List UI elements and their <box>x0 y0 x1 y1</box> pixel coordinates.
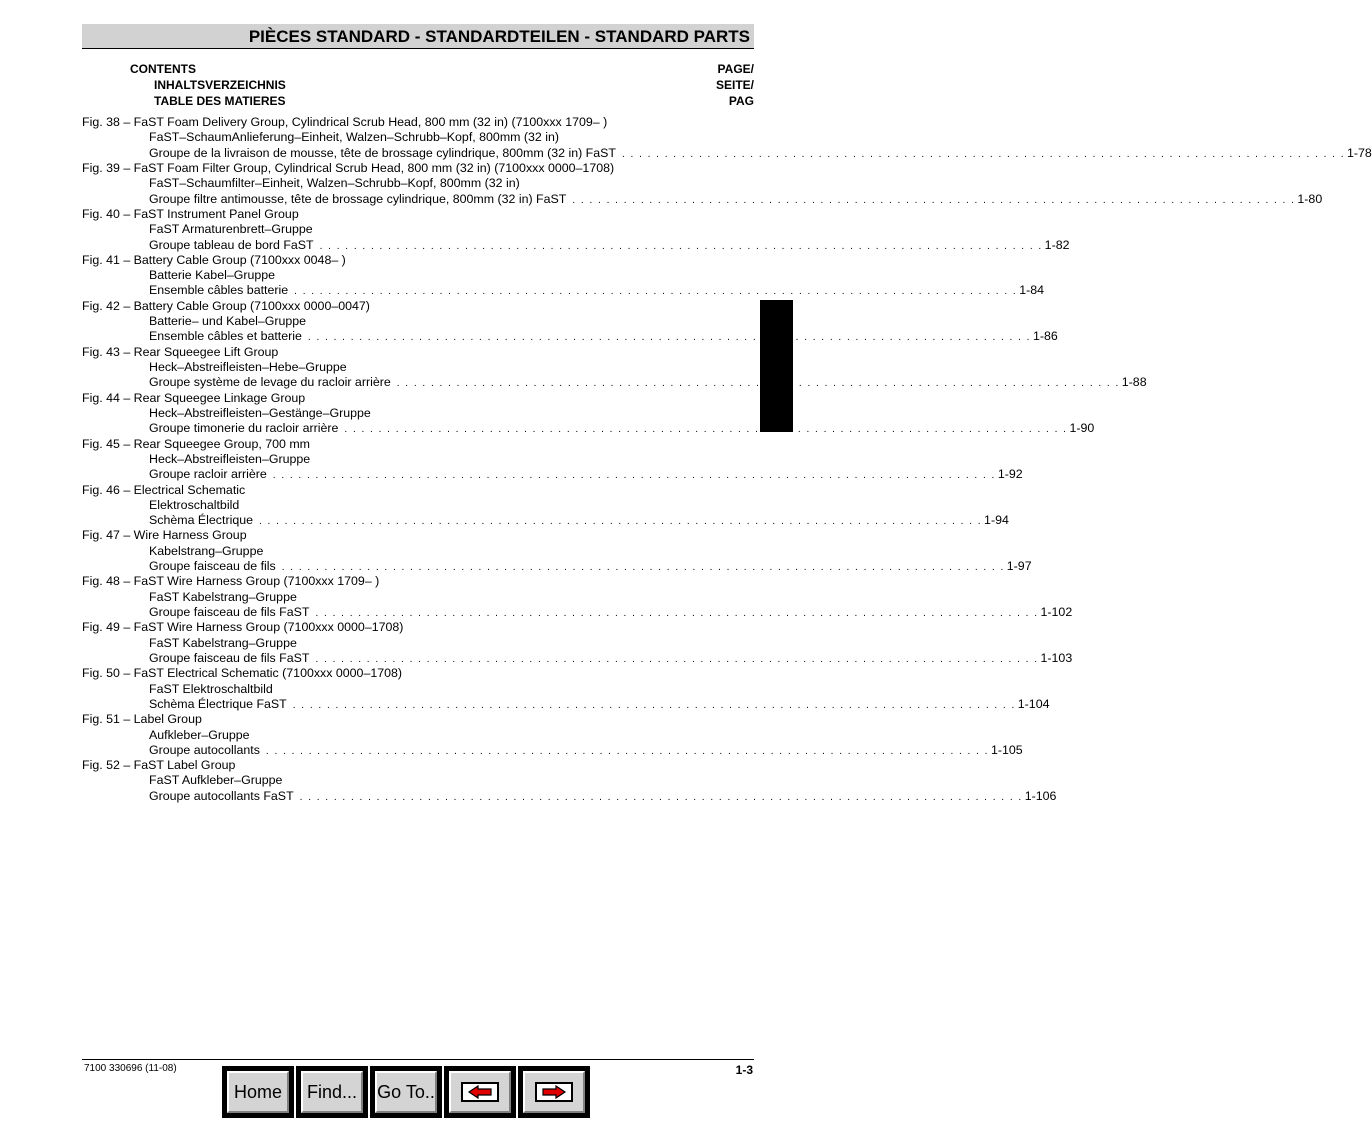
dot-leader: . . . . . . . . . . . . . . . . . . . . . . . . . . . . . . . . . . . . . . . . . . . . . . . . . . . . . . . . . . . . . . . . . . . . . . . . . . . . . . . . . . . . . <box>315 608 1039 619</box>
toc-entry-text: Groupe timonerie du racloir arrière <box>149 421 339 436</box>
toc-entry-figure[interactable]: Fig. 49 – FaST Wire Harness Group (7100xxx 0000–1708) <box>82 620 404 635</box>
toc-entry-translation[interactable]: Kabelstrang–Gruppe <box>149 543 264 558</box>
toc-entry-page-line[interactable] <box>82 696 1050 712</box>
toc-entry-page: 1-88 <box>1121 375 1147 390</box>
dot-leader: . . . . . . . . . . . . . . . . . . . . . . . . . . . . . . . . . . . . . . . . . . . . . . . . . . . . . . . . . . . . . . . . . . . . . . . . . . . . . . . . . . . . . <box>315 653 1039 665</box>
contents-heading-de: INHALTSVERZEICHNIS <box>154 78 286 92</box>
page-heading-fr: PAG <box>728 94 754 108</box>
table-of-contents <box>82 115 1372 804</box>
toc-entry-page: 1-80 <box>1297 191 1323 206</box>
home-button-label: Home <box>227 1071 289 1113</box>
toc-entry-page-line[interactable] <box>82 237 1070 253</box>
toc-entry-text: Ensemble câbles batterie <box>149 283 289 298</box>
toc-entry-page-line[interactable] <box>82 329 1058 344</box>
document-number: 7100 330696 (11-08) <box>84 1063 177 1074</box>
toc-entry-translation[interactable]: FaST Armaturenbrett–Gruppe <box>149 222 313 237</box>
toc-entry-page-line[interactable] <box>82 283 1044 298</box>
toc-entry-text: Groupe autocollants FaST <box>149 788 294 803</box>
toc-entry-figure[interactable]: Fig. 44 – Rear Squeegee Linkage Group <box>82 390 306 405</box>
toc-entry-translation[interactable]: Elektroschaltbild <box>149 497 240 512</box>
toc-entry-translation[interactable]: Heck–Abstreifleisten–Gruppe <box>149 451 311 466</box>
toc-entry-page-line[interactable] <box>82 421 1095 436</box>
toc-entry-text: Schèma Électrique <box>149 513 253 528</box>
toc-entry-text: Groupe tableau de bord FaST <box>149 237 314 252</box>
toc-entry-page-line[interactable] <box>82 559 1032 574</box>
toc-entry-text: Groupe de la livraison de mousse, tête de brossage cylindrique, 800mm (32 in) FaST <box>149 145 616 160</box>
toc-entry-page-line[interactable] <box>82 742 1023 758</box>
toc-entry-translation[interactable]: FaST–SchaumAnlieferung–Einheit, Walzen–Schrubb–Kopf, 800mm (32 in) <box>149 130 560 145</box>
toc-entry-page-line[interactable] <box>82 467 1023 482</box>
toc-entry-text: Schèma Électrique FaST <box>149 696 287 711</box>
toc-entry-translation[interactable]: FaST–Schaumfilter–Einheit, Walzen–Schrubb–Kopf, 800mm (32 in) <box>149 176 520 191</box>
contents-heading <box>130 61 286 109</box>
next-page-button[interactable] <box>518 1066 590 1118</box>
toc-entry-text: Groupe faisceau de fils FaST <box>149 605 310 619</box>
toc-entry-translation[interactable]: Batterie Kabel–Gruppe <box>149 268 276 283</box>
previous-page-button[interactable] <box>444 1066 516 1118</box>
toc-entry-page: 1-106 <box>1024 788 1057 803</box>
dot-leader: . . . . . . . . . . . . . . . . . . . . . . . . . . . . . . . . . . . . . . . . . . . . . . . . . . . . . . . . . . . . . . . . . . . . . . . . . . . . . . . . . . . . . <box>281 562 1005 574</box>
toc-entry-figure[interactable]: Fig. 43 – Rear Squeegee Lift Group <box>82 344 279 359</box>
toc-entry-translation[interactable]: Batterie– und Kabel–Gruppe <box>149 314 307 329</box>
home-button[interactable] <box>222 1066 294 1118</box>
page-number: 1-3 <box>735 1063 753 1077</box>
find-button[interactable] <box>296 1066 368 1118</box>
toc-entry-page-line[interactable] <box>82 145 1372 161</box>
toc-entry-translation[interactable]: FaST Kabelstrang–Gruppe <box>149 589 297 604</box>
toc-entry-figure[interactable]: Fig. 42 – Battery Cable Group (7100xxx 0000–0047) <box>82 298 370 313</box>
toc-entry-page: 1-84 <box>1019 283 1044 298</box>
dot-leader: . . . . . . . . . . . . . . . . . . . . . . . . . . . . . . . . . . . . . . . . . . . . . . . . . . . . . . . . . . . . . . . . . . . . . . . . . . . . . . . . . . . . . <box>294 286 1018 298</box>
dot-leader: . . . . . . . . . . . . . . . . . . . . . . . . . . . . . . . . . . . . . . . . . . . . . . . . . . . . . . . . . . . . . . . . . . . . . . . . . . . . . . . . . . . . . <box>572 194 1296 206</box>
toc-entry-page: 1-92 <box>997 467 1023 482</box>
toc-entry-text: Groupe faisceau de fils <box>149 559 276 574</box>
toc-entry-page: 1-94 <box>984 513 1009 528</box>
contents-heading-en: CONTENTS <box>130 62 196 76</box>
dot-leader: . . . . . . . . . . . . . . . . . . . . . . . . . . . . . . . . . . . . . . . . . . . . . . . . . . . . . . . . . . . . . . . . . . . . . . . . . . . . . . . . . . . . . <box>319 240 1043 252</box>
section-title: PIÈCES STANDARD - STANDARDTEILEN - STANDARD PARTS <box>248 27 750 46</box>
goto-button[interactable] <box>370 1066 442 1118</box>
toc-entry-page: 1-90 <box>1069 421 1095 436</box>
footer-divider <box>82 1059 754 1060</box>
dot-leader: . . . . . . . . . . . . . . . . . . . . . . . . . . . . . . . . . . . . . . . . . . . . . . . . . . . . . . . . . . . . . . . . . . . . . . . . . . . . . . . . . . . . . <box>307 332 1031 344</box>
left-arrow-icon <box>461 1082 499 1102</box>
toc-entry-text: Groupe système de levage du racloir arrière <box>149 375 391 390</box>
toc-entry-translation[interactable]: Aufkleber–Gruppe <box>149 727 250 742</box>
section-header-band <box>82 24 754 49</box>
toc-entry-page-line[interactable] <box>82 650 1073 666</box>
toc-entry-page: 1-102 <box>1040 605 1073 619</box>
toc-entry-text: Groupe autocollants <box>149 742 260 757</box>
dot-leader: . . . . . . . . . . . . . . . . . . . . . . . . . . . . . . . . . . . . . . . . . . . . . . . . . . . . . . . . . . . . . . . . . . . . . . . . . . . . . . . . . . . . . <box>259 516 983 528</box>
toc-entry-figure[interactable]: Fig. 51 – Label Group <box>82 712 202 727</box>
goto-button-label: Go To.. <box>375 1071 437 1113</box>
toc-entry-page-line[interactable] <box>82 375 1147 390</box>
toc-entry-text: Ensemble câbles et batterie <box>149 329 302 344</box>
toc-entry-page: 1-97 <box>1006 559 1032 574</box>
dot-leader: . . . . . . . . . . . . . . . . . . . . . . . . . . . . . . . . . . . . . . . . . . . . . . . . . . . . . . . . . . . . . . . . . . . . . . . . . . . . . . . . . . . . . <box>292 699 1016 711</box>
contents-heading-fr: TABLE DES MATIERES <box>154 94 286 108</box>
page-heading-de: SEITE/ <box>715 78 754 92</box>
toc-entry-figure[interactable]: Fig. 52 – FaST Label Group <box>82 758 236 773</box>
toc-entry-figure[interactable]: Fig. 50 – FaST Electrical Schematic (7100xxx 0000–1708) <box>82 666 403 681</box>
toc-entry-page: 1-103 <box>1040 650 1073 665</box>
navigation-bar <box>222 1066 592 1122</box>
page-heading-en: PAGE/ <box>717 62 754 76</box>
right-arrow-icon <box>535 1082 573 1102</box>
toc-entry-page-line[interactable] <box>82 605 1073 620</box>
toc-entry-page: 1-86 <box>1032 329 1058 344</box>
toc-entry-figure[interactable]: Fig. 38 – FaST Foam Delivery Group, Cylindrical Scrub Head, 800 mm (32 in) (7100xxx 1709– ) <box>82 115 608 129</box>
toc-entry-figure[interactable]: Fig. 46 – Electrical Schematic <box>82 482 246 497</box>
toc-entry-page-line[interactable] <box>82 513 1009 528</box>
dot-leader: . . . . . . . . . . . . . . . . . . . . . . . . . . . . . . . . . . . . . . . . . . . . . . . . . . . . . . . . . . . . . . . . . . . . . . . . . . . . . . . . . . . . . <box>344 424 1068 436</box>
dot-leader: . . . . . . . . . . . . . . . . . . . . . . . . . . . . . . . . . . . . . . . . . . . . . . . . . . . . . . . . . . . . . . . . . . . . . . . . . . . . . . . . . . . . . <box>299 791 1023 803</box>
section-side-tab <box>760 300 793 432</box>
page-column-heading <box>716 61 754 109</box>
toc-entry-figure[interactable]: Fig. 47 – Wire Harness Group <box>82 528 247 543</box>
toc-entry-figure[interactable]: Fig. 48 – FaST Wire Harness Group (7100xxx 1709– ) <box>82 574 380 589</box>
toc-entry-translation[interactable]: FaST Aufkleber–Gruppe <box>149 773 283 788</box>
toc-entry-text: Groupe racloir arrière <box>149 467 267 482</box>
toc-entry-translation[interactable]: Heck–Abstreifleisten–Hebe–Gruppe <box>149 360 347 374</box>
find-button-label: Find... <box>301 1071 363 1113</box>
toc-entry-page: 1-105 <box>990 742 1023 757</box>
toc-entry-page-line[interactable] <box>82 191 1323 207</box>
toc-entry-figure[interactable]: Fig. 39 – FaST Foam Filter Group, Cylindrical Scrub Head, 800 mm (32 in) (7100xxx 0000–1708) <box>82 160 615 175</box>
toc-entry-text: Groupe faisceau de fils FaST <box>149 650 310 665</box>
dot-leader: . . . . . . . . . . . . . . . . . . . . . . . . . . . . . . . . . . . . . . . . . . . . . . . . . . . . . . . . . . . . . . . . . . . . . . . . . . . . . . . . . . . . . <box>396 378 1120 390</box>
toc-entry-page: 1-78 <box>1347 145 1372 160</box>
toc-entry-translation[interactable]: Heck–Abstreifleisten–Gestänge–Gruppe <box>149 405 371 420</box>
dot-leader: . . . . . . . . . . . . . . . . . . . . . . . . . . . . . . . . . . . . . . . . . . . . . . . . . . . . . . . . . . . . . . . . . . . . . . . . . . . . . . . . . . . . . <box>265 745 989 757</box>
toc-entry-page-line[interactable] <box>82 788 1057 804</box>
dot-leader: . . . . . . . . . . . . . . . . . . . . . . . . . . . . . . . . . . . . . . . . . . . . . . . . . . . . . . . . . . . . . . . . . . . . . . . . . . . . . . . . . . . . . <box>272 470 996 482</box>
dot-leader: . . . . . . . . . . . . . . . . . . . . . . . . . . . . . . . . . . . . . . . . . . . . . . . . . . . . . . . . . . . . . . . . . . . . . . . . . . . . . . . . . . . . . <box>621 148 1345 160</box>
toc-entry-text: Groupe filtre antimousse, tête de brossage cylindrique, 800mm (32 in) FaST <box>149 191 567 206</box>
toc-entry-translation[interactable]: FaST Kabelstrang–Gruppe <box>149 635 297 650</box>
toc-entry-figure[interactable]: Fig. 40 – FaST Instrument Panel Group <box>82 206 299 221</box>
toc-entry-figure[interactable]: Fig. 45 – Rear Squeegee Group, 700 mm <box>82 436 310 451</box>
toc-entry-page: 1-104 <box>1017 696 1050 711</box>
toc-entry-page: 1-82 <box>1044 237 1070 252</box>
toc-entry-translation[interactable]: FaST Elektroschaltbild <box>149 681 273 696</box>
toc-entry-figure[interactable]: Fig. 41 – Battery Cable Group (7100xxx 0048– ) <box>82 252 346 267</box>
